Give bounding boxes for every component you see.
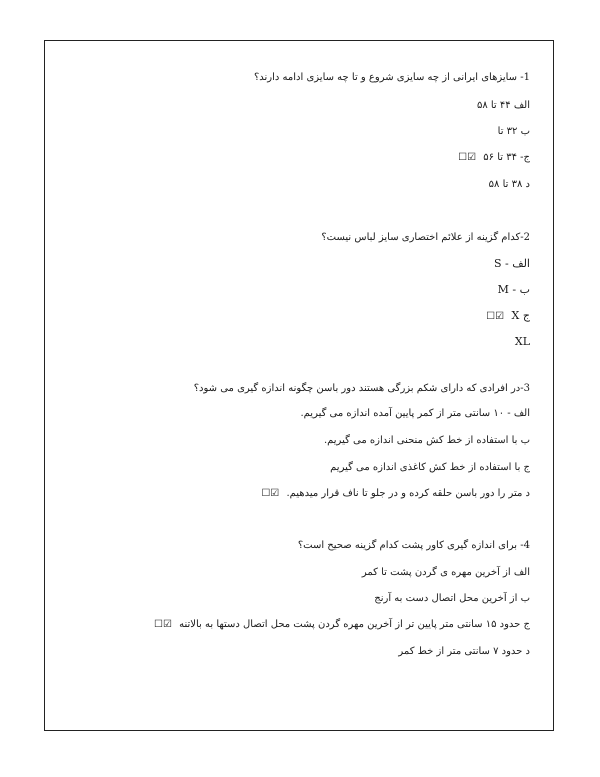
question-3-option-b: ب با استفاده از خط کش منحنی اندازه می گیریم. — [323, 435, 530, 446]
question-4-option-a: الف از آخرین مهره ی گردن پشت تا کمر — [361, 567, 530, 578]
question-4-option-b: ب از آخرین محل اتصال دست به آرنج — [374, 593, 530, 604]
question-3-option-d-label: د متر را دور باسن حلقه کرده و در جلو تا ناف قرار میدهیم. — [286, 488, 530, 499]
check-mark-icon: ☑☐ — [261, 488, 280, 499]
check-mark-icon: ☑☐ — [458, 152, 477, 163]
question-4-option-d: د حدود ۷ سانتی متر از خط کمر — [398, 646, 530, 657]
question-1-title: 1- سایزهای ایرانی از چه سایزی شروع و تا چه سایزی ادامه دارند؟ — [253, 72, 530, 83]
question-2-option-a: الف - S — [493, 257, 530, 270]
question-3-option-a: الف - ۱۰ سانتی متر از کمر پایین آمده اندازه می گیریم. — [300, 408, 530, 419]
question-2-option-c-label: ج X — [511, 309, 530, 322]
check-mark-icon: ☑☐ — [486, 311, 505, 322]
question-1-option-a: الف ۴۴ تا ۵۸ — [476, 100, 530, 111]
question-1-option-b: ب ۳۲ تا — [497, 126, 530, 137]
question-2-option-b: ب - M — [497, 283, 530, 296]
question-4-option-c — [154, 618, 530, 632]
question-2-title: 2-کدام گزینه از علائم اختصاری سایز لباس نیست؟ — [321, 232, 530, 243]
question-4-title: 4- برای اندازه گیری کاور پشت کدام گزینه صحیح است؟ — [297, 540, 530, 551]
question-4-option-c-label: ج حدود ۱۵ سانتی متر پایین تر از آخرین مهره گردن پشت محل اتصال دستها به بالاتنه — [179, 619, 530, 630]
check-mark-icon: ☑☐ — [154, 619, 172, 630]
question-1-option-c-label: ج- ۳۴ تا ۵۶ — [483, 152, 530, 163]
question-3-option-d — [261, 487, 530, 501]
question-3-option-c: ج با استفاده از خط کش کاغذی اندازه می گیریم — [330, 462, 530, 473]
question-2-option-c — [486, 309, 530, 324]
question-1-option-c — [458, 151, 530, 165]
question-2-option-d: XL — [514, 335, 530, 348]
question-1-option-d: د ۳۸ تا ۵۸ — [488, 179, 530, 190]
question-3-title: 3-در افرادی که دارای شکم بزرگی هستند دور باسن چگونه اندازه گیری می شود؟ — [193, 383, 530, 394]
